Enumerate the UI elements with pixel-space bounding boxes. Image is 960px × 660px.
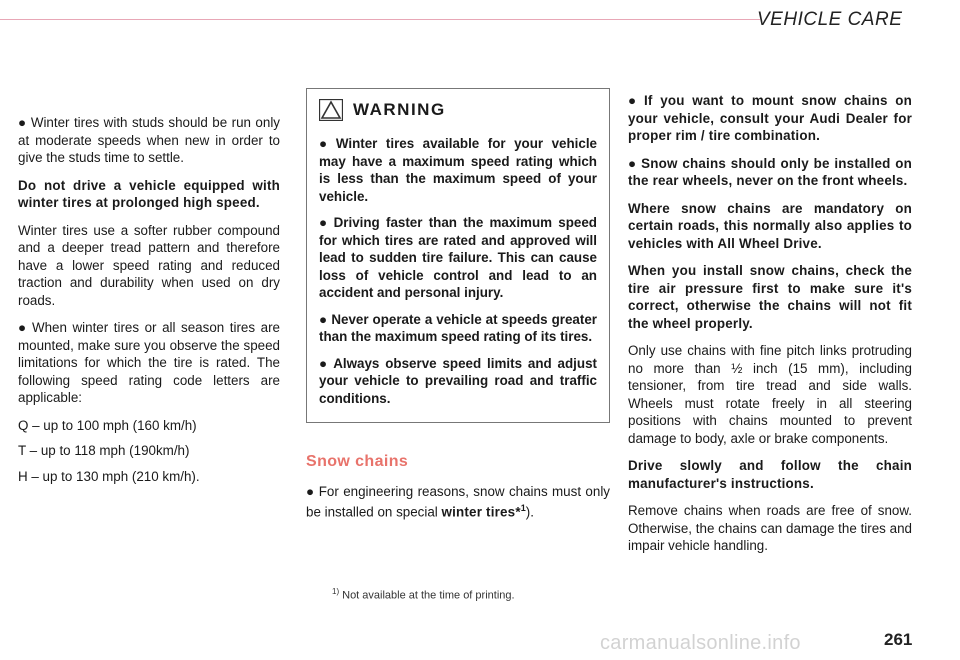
middle-column [306, 88, 610, 531]
bullet-icon: ● [319, 355, 330, 371]
footnote-ref: 1 [520, 503, 526, 513]
bullet-icon: ● [628, 93, 640, 108]
speed-limit-paragraph [18, 319, 280, 407]
warning-item-2-text: Driving faster than the maximum speed for which tires are rated and approved will lead to sudden tire failure. This can cause loss of vehicle control and lead to an accident and personal injury. [319, 215, 597, 300]
page-number: 261 [884, 630, 913, 649]
bullet-icon: ● [18, 115, 27, 130]
warning-item-4 [319, 355, 597, 408]
footnote-text: Not available at the time of printing. [342, 589, 515, 602]
bullet-icon: ● [18, 320, 28, 335]
warning-triangle-icon [319, 99, 343, 121]
bullet-icon: ● [319, 215, 330, 230]
chain-links-paragraph: Only use chains with fine pitch links protruding no more than ½ inch (15 mm), including tensioner, from tire tread and side walls. Wheels must rotate freely in all steering positions with chains mounted to prevent damage to body, axle or brake components. [628, 343, 912, 446]
rubber-compound-paragraph: Winter tires use a softer rubber compound and a deeper tread pattern and therefore have a lower speed rating and reduced traction and durability when used on dry roads. [18, 222, 280, 308]
rating-h: H – up to 130 mph (210 km/h). [18, 468, 200, 484]
left-column [18, 114, 280, 493]
drive-slowly-paragraph: Drive slowly and follow the chain manufacturer's instructions. [628, 458, 912, 491]
studs-paragraph [18, 114, 280, 167]
rear-wheels-text: Snow chains should only be installed on the rear wheels, never on the front wheels. [628, 155, 912, 188]
warning-box [306, 88, 610, 423]
warning-item-1 [319, 135, 597, 205]
page-header-title: VEHICLE CARE [757, 9, 903, 30]
header-rule [0, 19, 760, 20]
studs-text: Winter tires with studs should be run only at moderate speeds when new in order to give the studs time to settle. [18, 115, 280, 165]
consult-dealer-item [628, 92, 912, 145]
warning-item-1-text: Winter tires available for your vehicle may have a maximum speed rating which is less than the maximum speed of your vehicle. [319, 136, 597, 204]
rear-wheels-item [628, 155, 912, 190]
rating-t: T – up to 118 mph (190km/h) [18, 443, 190, 458]
remove-chains-paragraph: Remove chains when roads are free of snow. Otherwise, the chains can damage the tires and impair vehicle handling. [628, 503, 912, 553]
footnote [332, 587, 515, 602]
air-pressure-paragraph: When you install snow chains, check the tire air pressure first to make sure it's correct, otherwise the chains will not fit the wheel properly. [628, 263, 912, 331]
warning-title: WARNING [353, 100, 446, 120]
high-speed-notice: Do not drive a vehicle equipped with winter tires at prolonged high speed. [18, 177, 280, 210]
snow-chains-text: For engineering reasons, snow chains must only be installed on special [306, 483, 610, 520]
watermark: carmanualsonline.info [600, 632, 801, 654]
bullet-icon: ● [306, 483, 315, 499]
warning-item-4-text: Always observe speed limits and adjust your vehicle to prevailing road and traffic conditions. [319, 355, 597, 406]
warning-item-3-text: Never operate a vehicle at speeds greater than the maximum speed rating of its tires. [319, 311, 597, 344]
right-column [628, 92, 912, 565]
warning-header [319, 99, 597, 121]
rating-q: Q – up to 100 mph (160 km/h) [18, 417, 197, 433]
warning-item-3 [319, 311, 597, 346]
bullet-icon: ● [628, 155, 638, 171]
section-title-snow-chains: Snow chains [306, 453, 409, 470]
warning-item-2 [319, 214, 597, 302]
snow-chains-end: ). [525, 504, 534, 520]
consult-dealer-text: If you want to mount snow chains on your vehicle, consult your Audi Dealer for proper rim / tire combination. [628, 93, 912, 143]
mandatory-paragraph: Where snow chains are mandatory on certain roads, this normally also applies to vehicles with All Wheel Drive. [628, 200, 912, 251]
snow-chains-paragraph [306, 483, 610, 521]
winter-tires-term: winter tires* [441, 504, 521, 520]
speed-limit-text: When winter tires or all season tires are mounted, make sure you observe the speed limitations for which the tire is rated. The following speed rating code letters are applicable: [18, 320, 280, 405]
footnote-number: 1) [332, 587, 340, 596]
bullet-icon: ● [319, 311, 328, 327]
bullet-icon: ● [319, 136, 332, 151]
